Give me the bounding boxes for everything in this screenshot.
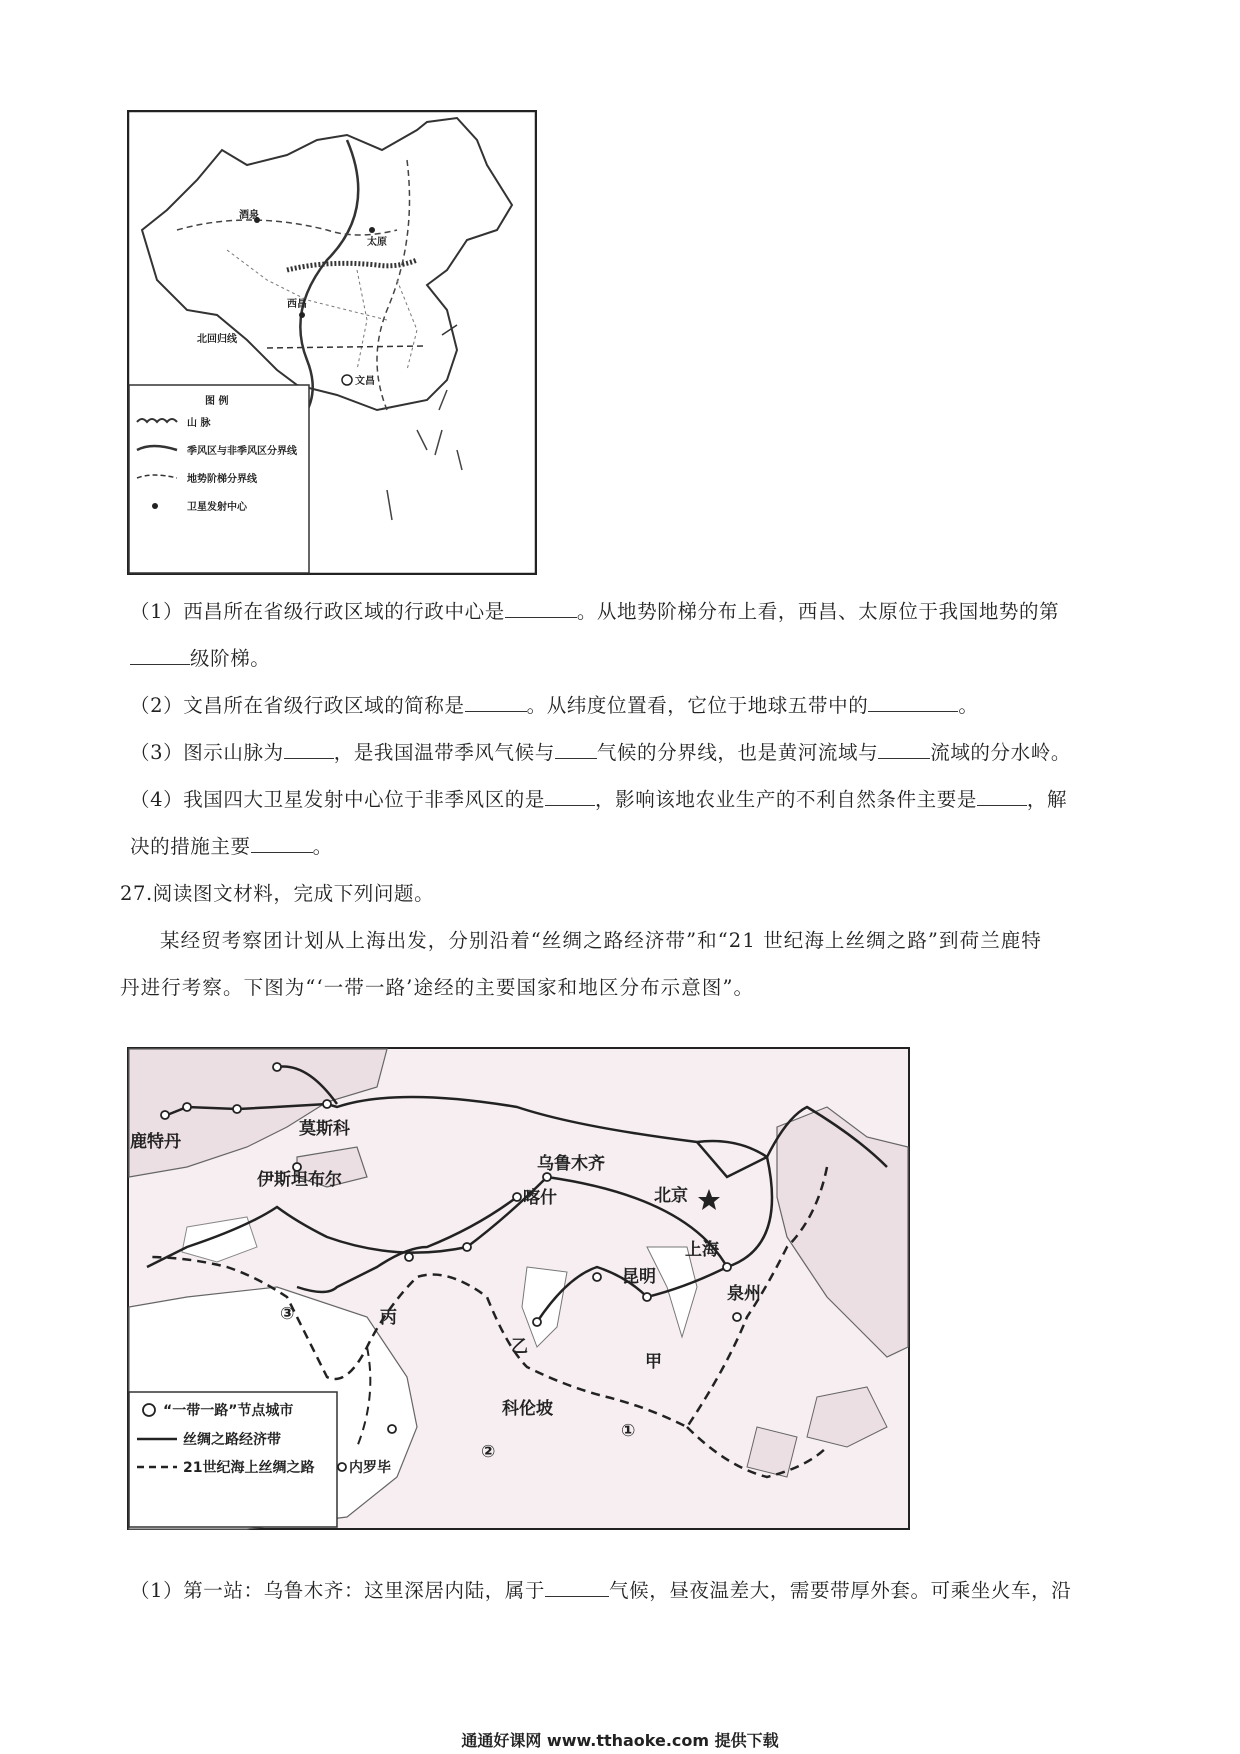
answer-blank[interactable] — [977, 787, 1027, 806]
china-map — [127, 110, 537, 575]
city-istanbul: 伊斯坦布尔 — [257, 1170, 342, 1190]
q26-3: （3）图示山脉为 ，是我国温带季风气候与 气候的分界线，也是黄河流域与 流域的分水岭。 — [130, 741, 1071, 764]
answer-blank[interactable] — [878, 740, 930, 759]
city-beijing: 北京 — [654, 1186, 688, 1206]
legend-item-monsoon: 季风区与非季风区分界线 — [187, 446, 297, 457]
marker-2: ② — [481, 1442, 496, 1462]
page-footer: 通通好课网 www.tthaoke.com 提供下载 — [461, 1731, 779, 1750]
answer-blank[interactable] — [545, 1578, 609, 1597]
region-bing: 丙 — [380, 1308, 397, 1328]
answer-blank[interactable] — [555, 740, 597, 759]
answer-blank[interactable] — [868, 693, 958, 712]
city-shanghai: 上海 — [685, 1240, 719, 1260]
answer-blank[interactable] — [505, 599, 577, 618]
q27-1: （1）第一站：乌鲁木齐：这里深居内陆，属于 气候，昼夜温差大，需要带厚外套。可乘坐火车，沿 — [130, 1579, 1072, 1602]
legend-item-launch: 卫星发射中心 — [187, 502, 247, 513]
region-yi: 乙 — [511, 1337, 528, 1357]
answer-blank[interactable] — [251, 834, 313, 853]
answer-blank[interactable] — [284, 740, 334, 759]
answer-blank[interactable] — [130, 646, 190, 665]
tropic-label: 北回归线 — [197, 334, 237, 345]
legend-maritime: 21世纪海上丝绸之路 — [183, 1460, 315, 1476]
marker-3: ③ — [280, 1304, 295, 1324]
q26-1-line1: （1）西昌所在省级行政区域的行政中心是 。从地势阶梯分布上看，西昌、太原位于我国地势的第 — [130, 600, 1060, 623]
q26-1-line2: 级阶梯。 — [130, 643, 270, 671]
q27-para-line2: 丹进行考察。下图为“‘一带一路’途经的主要国家和地区分布示意图”。 — [120, 976, 755, 999]
city-moscow: 莫斯科 — [299, 1119, 350, 1139]
marker-1: ① — [621, 1421, 636, 1441]
jiuquan-label: 酒泉 — [239, 210, 259, 221]
legend-belt: 丝绸之路经济带 — [183, 1432, 281, 1448]
q26-4-line2: 决的措施主要 。 — [130, 835, 333, 858]
city-rotterdam: 鹿特丹 — [130, 1132, 181, 1152]
legend-title: 图 例 — [205, 396, 229, 407]
city-nairobi: 内罗毕 — [349, 1460, 391, 1476]
xichang-marker — [299, 312, 305, 318]
region-jia: 甲 — [645, 1352, 662, 1372]
city-kunming: 昆明 — [622, 1267, 656, 1287]
taiyuan-label: 太原 — [367, 237, 387, 248]
xichang-label: 西昌 — [287, 299, 307, 310]
city-quanzhou: 泉州 — [727, 1284, 761, 1304]
city-urumqi: 乌鲁木齐 — [537, 1154, 605, 1174]
q26-4-line1: （4）我国四大卫星发射中心位于非季风区的是 ，影响该地农业生产的不利自然条件主要是 ，解 — [130, 788, 1068, 811]
city-kashgar: 喀什 — [523, 1188, 557, 1208]
wenchang-label: 文昌 — [355, 376, 375, 387]
q27-para-line1: 某经贸考察团计划从上海出发，分别沿着“丝绸之路经济带”和“21 世纪海上丝绸之路”到荷兰鹿特 — [160, 929, 1042, 952]
answer-blank[interactable] — [545, 787, 595, 806]
city-colombo: 科伦坡 — [502, 1399, 553, 1419]
legend-item-mountain: 山 脉 — [187, 418, 211, 429]
taiyuan-marker — [369, 227, 375, 233]
legend-item-terrain: 地势阶梯分界线 — [187, 474, 257, 485]
belt-road-map — [127, 1047, 910, 1530]
legend-node-city: “一带一路”节点城市 — [163, 1403, 294, 1419]
q26-2: （2）文昌所在省级行政区域的简称是 。从纬度位置看，它位于地球五带中的 。 — [130, 694, 979, 717]
q27-title: 27.阅读图文材料，完成下列问题。 — [120, 882, 435, 905]
answer-blank[interactable] — [465, 693, 527, 712]
